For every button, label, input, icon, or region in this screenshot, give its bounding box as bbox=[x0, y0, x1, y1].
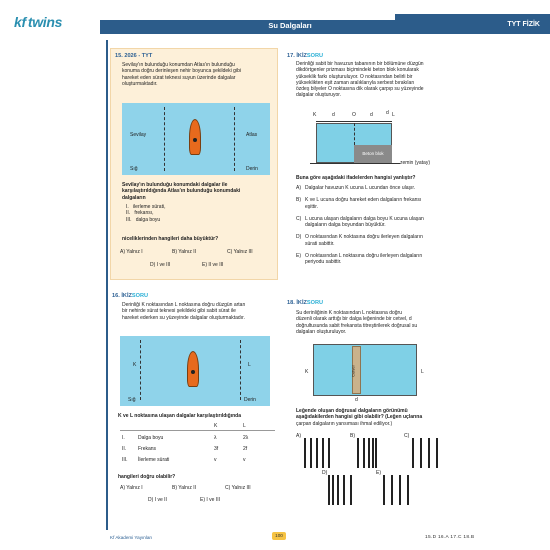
table-head-k: K bbox=[214, 423, 218, 429]
question-18-prompt: Leğende oluşan doğrusal dalgaların görünümü aşağıdakilerden hangisi gibi olabilir? (Leğen uçlarına çarpan dalgaların yansıması ihmal ediliyor.) bbox=[296, 408, 423, 427]
river-figure-16 bbox=[120, 336, 270, 406]
table-row: III. İlerleme sürati v v bbox=[122, 457, 246, 463]
option-16-d[interactable]: D) I ve II bbox=[148, 497, 167, 503]
option-17-e-cont: periyodu sabittir. bbox=[305, 259, 342, 266]
dashed-line-left bbox=[164, 107, 165, 171]
option-16-a[interactable]: A) Yalnız I bbox=[120, 485, 143, 491]
option-17-b[interactable]: B) K ve L ucuna doğru hareket eden dalgaların frekansı bbox=[296, 197, 422, 204]
option-15-d[interactable]: D) I ve III bbox=[150, 262, 171, 268]
subject-label: TYT FİZİK bbox=[507, 21, 540, 28]
question-16-prompt: K ve L noktasına ulaşan dalgalar karşılaştırıldığında bbox=[118, 413, 242, 419]
dashed-line-l bbox=[240, 340, 241, 400]
boat-dot-16 bbox=[191, 370, 195, 374]
label-k-17: K bbox=[313, 112, 317, 118]
option-15-e[interactable]: E) II ve III bbox=[202, 262, 224, 268]
option-18-e[interactable]: E) bbox=[376, 470, 381, 476]
option-18-a[interactable]: A) bbox=[296, 433, 301, 439]
question-17-options bbox=[296, 185, 456, 266]
page-number: 100 bbox=[272, 532, 286, 540]
concrete-block: Beton blok bbox=[354, 145, 392, 163]
question-18-header: 18. İKİZSORU bbox=[287, 300, 324, 306]
answer-key: 15.D 16.A 17.C 18.B bbox=[425, 535, 475, 540]
question-18-text: Su derinliğinin K noktasından L noktasına doğru düzenli olarak arttığı bir dalga leğeninde bir cetvel, d doğrultusunda sabit frekansta titreştirilerek doğrusal su dalgaları oluşturuluyor. bbox=[296, 310, 418, 335]
label-deep: Derin bbox=[246, 166, 258, 172]
dimension-line bbox=[316, 121, 392, 122]
option-18-c[interactable]: C) bbox=[404, 433, 410, 439]
table-rule bbox=[120, 430, 275, 431]
publisher-label: Kf Akademi Yayınları bbox=[110, 535, 153, 540]
label-shallow-16: Sığ bbox=[128, 397, 136, 403]
question-15-items: I. ilerleme sürati, II. frekansı, III. dalga boyu bbox=[126, 204, 166, 223]
label-d1: d bbox=[332, 112, 335, 118]
option-17-b-cont: eşittir. bbox=[305, 203, 319, 210]
option-17-c-cont: dalgaların dalga boyundan büyüktür. bbox=[305, 222, 386, 229]
question-17-header: 17. İKİZSORU bbox=[287, 53, 324, 59]
question-16-header: 16. İKİZSORU bbox=[112, 293, 149, 299]
option-16-c[interactable]: C) Yalnız III bbox=[225, 485, 251, 491]
wave-pattern-a bbox=[300, 438, 350, 468]
pool-figure-17 bbox=[300, 112, 450, 170]
option-16-e[interactable]: E) I ve III bbox=[200, 497, 221, 503]
label-deep-16: Derin bbox=[244, 397, 256, 403]
question-16-text: Derinliği K noktasından L noktasına doğru düzgün artan bir nehirde sürat teknesi şekildeki gibi sabit sürat ile hareket ederken su yüzeyinde dalgalar oluşturmaktadır. bbox=[122, 302, 246, 321]
river-figure-15 bbox=[122, 103, 270, 175]
question-15-ask: niceliklerinden hangileri daha büyüktür? bbox=[122, 236, 219, 242]
question-17-text: Derinliği sabit bir havuzun tabanının bir bölümüne düzgün dikdörtgenler prizması biçimindeki beton blok konularak yükseklik farkı oluşturuluyor. O noktasından belirli bir yükseklikten eşit zaman aralıklarıyla serbest bırakılan özdeş bilyeler O noktasına dik olarak çarpıp su yüzeyinde dalgalar oluşturuyor. bbox=[296, 61, 424, 99]
label-k-18: K bbox=[305, 369, 309, 375]
label-sevilay: Sevilay bbox=[130, 132, 147, 138]
label-k-16: K bbox=[133, 362, 137, 368]
question-16-ask: hangileri doğru olabilir? bbox=[118, 474, 176, 480]
label-atlas: Atlas bbox=[246, 132, 258, 138]
speedboat-16 bbox=[187, 351, 199, 387]
label-d-18: d bbox=[355, 397, 358, 403]
wave-pattern-e bbox=[380, 475, 430, 505]
option-18-d[interactable]: D) bbox=[322, 470, 328, 476]
brand-logo: kf twins bbox=[14, 14, 63, 30]
label-ground: zemin (yatay) bbox=[400, 160, 431, 166]
wave-pattern-b bbox=[355, 438, 405, 468]
wave-pattern-c bbox=[410, 438, 460, 468]
label-l-17: L bbox=[392, 112, 395, 118]
option-17-d-cont: sürati sabittir. bbox=[305, 240, 335, 247]
option-17-c[interactable]: C) L ucuna ulaşan dalgaların dalga boyu K ucuna ulaşan bbox=[296, 215, 424, 222]
block-edge bbox=[354, 123, 355, 145]
question-15-prompt: Sevilay'ın bulunduğu konumdaki dalgalar ile karşılaştırıldığında Atlas'ın bulunduğu konumdaki dalgaların bbox=[122, 182, 241, 201]
option-15-b[interactable]: B) Yalnız II bbox=[172, 249, 196, 255]
margin-strip bbox=[106, 40, 108, 530]
ripple-tank-figure bbox=[300, 340, 440, 402]
dashed-line-k bbox=[140, 340, 141, 400]
option-17-e[interactable]: E) O noktasından L noktasına doğru ilerleyen dalgaların bbox=[296, 253, 423, 260]
page-title: Su Dalgaları bbox=[268, 21, 312, 30]
option-17-d[interactable]: D) O noktasından K noktasına doğru ilerleyen dalgaların bbox=[296, 234, 423, 241]
ground-line bbox=[310, 163, 400, 164]
label-l-18: L bbox=[421, 369, 424, 375]
option-15-c[interactable]: C) Yalnız III bbox=[227, 249, 253, 255]
label-o: O bbox=[352, 112, 356, 118]
option-17-a[interactable]: A) Dalgalar havuzun K ucuna L ucundan önce ulaşır. bbox=[296, 185, 416, 191]
speedboat bbox=[189, 119, 201, 155]
option-16-b[interactable]: B) Yalnız II bbox=[172, 485, 196, 491]
label-shallow: Sığ bbox=[130, 166, 138, 172]
label-d3: d bbox=[386, 110, 389, 116]
ripple-tank bbox=[313, 344, 417, 396]
table-head-l: L bbox=[243, 423, 246, 429]
question-15-number: 15. 2026 - TYT bbox=[115, 53, 153, 59]
label-l-16: L bbox=[248, 362, 251, 368]
table-row: I. Dalga boyu λ 2λ bbox=[122, 435, 249, 441]
boat-dot bbox=[193, 138, 197, 142]
wave-pattern-d bbox=[325, 475, 375, 505]
question-16-table bbox=[122, 435, 282, 468]
option-18-b[interactable]: B) bbox=[350, 433, 355, 439]
option-15-a[interactable]: A) Yalnız I bbox=[120, 249, 143, 255]
dashed-line-right bbox=[234, 107, 235, 171]
label-d2: d bbox=[370, 112, 373, 118]
table-row: II. Frekans 3f 2f bbox=[122, 446, 248, 452]
question-15-text: Sevilay'ın bulunduğu konumdan Atlas'ın bulunduğu konuma doğru derinleşen nehir boyunca şekildeki gibi hareket eden sürat teknesi suyun üzerinde dalgalar oluşturmaktadır. bbox=[122, 62, 241, 87]
question-17-prompt: Buna göre aşağıdaki ifadelerden hangisi yanlıştır? bbox=[296, 175, 416, 181]
ruler-label: Cetvel bbox=[350, 365, 356, 377]
